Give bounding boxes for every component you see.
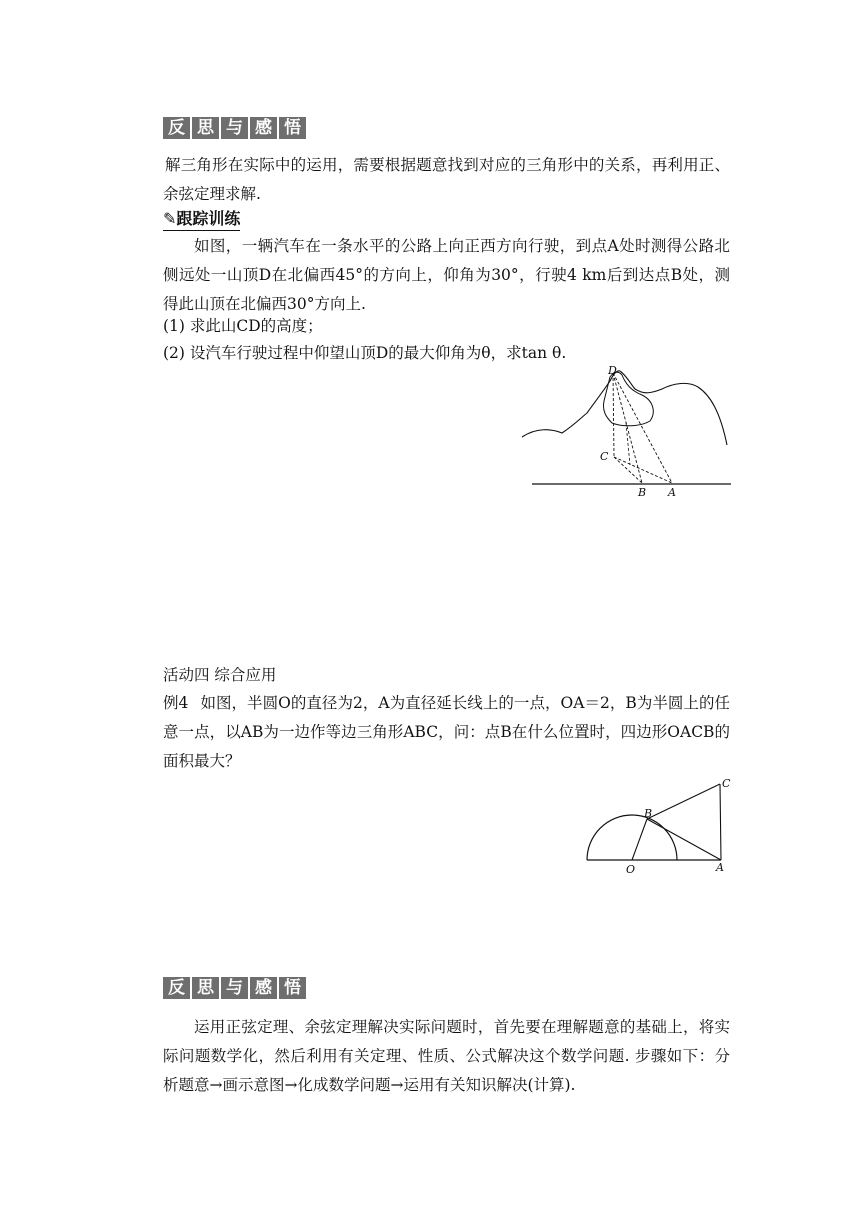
banner-char: 感 [250,117,277,139]
banner-char: 与 [221,977,248,999]
question-2: (2) 设汽车行驶过程中仰望山顶D的最大仰角为θ，求tan θ. [163,344,567,362]
tracking-heading [163,208,240,231]
banner-char: 思 [192,977,219,999]
question-1: (1) 求此山CD的高度； [163,317,323,335]
banner-char: 悟 [279,117,306,139]
banner-char: 与 [221,117,248,139]
reflection-text-2: 运用正弦定理、余弦定理解决实际问题时，首先要在理解题意的基础上，将实际问题数学化，然后利用有关定理、性质、公式解决这个数学问题. 步骤如下：分析题意→画示意图→化成数学问题→运用有关知识解决(计算). [163,1018,730,1094]
label-C: C [600,450,609,463]
reflection-text: 解三角形在实际中的运用，需要根据题意找到对应的三角形中的关系，再利用正、余弦定理求解. [163,156,730,203]
banner-char: 思 [192,117,219,139]
label-B: B [644,807,653,820]
example-4 [163,689,730,776]
label-A: A [716,861,724,874]
banner-char: 感 [250,977,277,999]
banner-char: 反 [163,977,190,999]
label-C: C [722,777,731,790]
reflection-banner [163,117,306,139]
activity-title: 活动四 综合应用 [163,666,277,684]
reflection-banner [163,977,306,999]
example-label: 例4 [163,694,189,712]
label-O: O [626,863,636,876]
pencil-icon: ✎ [163,209,177,228]
tracking-heading-text: 跟踪训练 [176,209,241,228]
mountain-figure [522,364,732,499]
semicircle-figure [585,776,735,876]
banner-char: 反 [163,117,190,139]
label-B: B [638,486,647,499]
example-text: 如图，半圆O的直径为2，A为直径延长线上的一点，OA＝2，B为半圆上的任意一点，以AB为一边作等边三角形ABC，问：点B在什么位置时，四边形OACB的面积最大？ [163,694,730,770]
label-A: A [668,486,676,499]
label-D: D [608,364,617,377]
banner-char: 悟 [279,977,306,999]
tracking-problem: 如图，一辆汽车在一条水平的公路上向正西方向行驶，到点A处时测得公路北侧远处一山顶D在北偏西45°的方向上，仰角为30°，行驶4 km后到达点B处，测得此山顶在北偏西30°方向上. [163,237,730,313]
